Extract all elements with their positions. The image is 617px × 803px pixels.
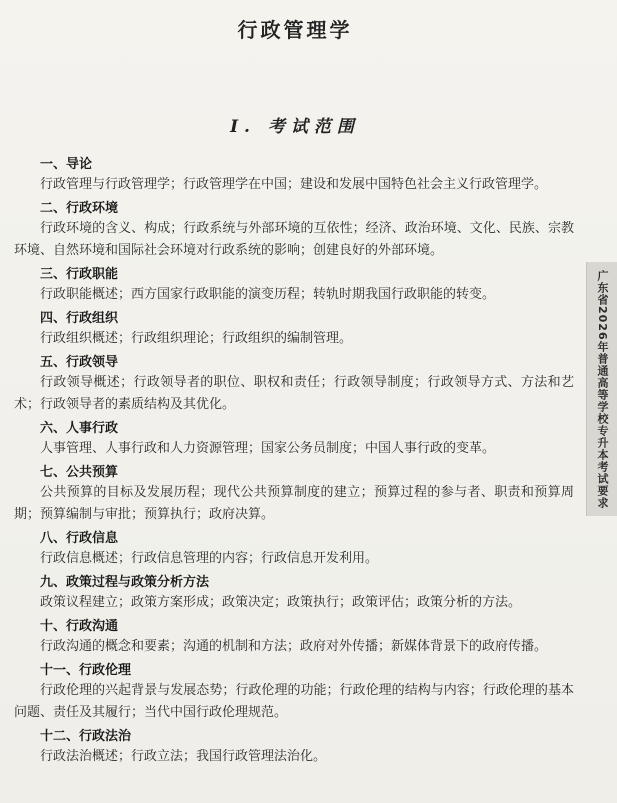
item-body: 公共预算的目标及发展历程；现代公共预算制度的建立；预算过程的参与者、职责和预算周期；预算编制与审批；预算执行；政府决算。: [14, 485, 574, 522]
item-title: 三、行政职能: [40, 267, 119, 282]
item-title: 十、行政沟通: [40, 619, 119, 634]
item-title: 十一、行政伦理: [40, 663, 132, 678]
item-title: 九、政策过程与政策分析方法: [40, 575, 210, 590]
item-body: 人事管理、人事行政和人力资源管理；国家公务员制度；中国人事行政的变革。: [40, 441, 496, 456]
list-item: [14, 155, 574, 196]
list-item: [14, 199, 574, 262]
item-body: 行政伦理的兴起背景与发展态势；行政伦理的功能；行政伦理的结构与内容；行政伦理的基本问题、责任及其履行；当代中国行政伦理规范。: [14, 683, 574, 720]
document-title: 行政管理学: [237, 18, 353, 42]
item-body: 行政管理与行政管理学；行政管理学在中国；建设和发展中国特色社会主义行政管理学。: [40, 177, 548, 192]
list-item: [14, 309, 574, 350]
item-body: 行政职能概述；西方国家行政职能的演变历程；转轨时期我国行政职能的转变。: [40, 287, 496, 302]
item-title: 二、行政环境: [40, 201, 119, 216]
item-title: 六、人事行政: [40, 421, 119, 436]
list-item: [14, 353, 574, 416]
item-title: 八、行政信息: [40, 531, 119, 546]
item-body: 行政领导概述；行政领导者的职位、职权和责任；行政领导制度；行政领导方式、方法和艺术；行政领导者的素质结构及其优化。: [14, 375, 574, 412]
list-item: [14, 529, 574, 570]
side-tab: [586, 262, 617, 516]
list-item: [14, 617, 574, 658]
item-title: 一、导论: [40, 157, 93, 172]
side-tab-label: 广东省2026年普通高等学校专升本考试要求: [596, 269, 609, 509]
list-item: [14, 661, 574, 724]
section-heading: I. 考试范围: [230, 117, 360, 137]
item-title: 七、公共预算: [40, 465, 119, 480]
item-body: 行政法治概述；行政立法；我国行政管理法治化。: [40, 749, 327, 764]
item-title: 四、行政组织: [40, 311, 119, 326]
list-item: [14, 463, 574, 526]
item-body: 行政信息概述；行政信息管理的内容；行政信息开发利用。: [40, 551, 379, 566]
item-body: 行政沟通的概念和要素；沟通的机制和方法；政府对外传播；新媒体背景下的政府传播。: [40, 639, 548, 654]
item-title: 五、行政领导: [40, 355, 119, 370]
list-item: [14, 419, 574, 460]
item-body: 行政环境的含义、构成；行政系统与外部环境的互依性；经济、政治环境、文化、民族、宗教环境、自然环境和国际社会环境对行政系统的影响；创建良好的外部环境。: [14, 221, 574, 258]
item-title: 十二、行政法治: [40, 729, 132, 744]
list-item: [14, 265, 574, 306]
list-item: [14, 727, 574, 768]
item-body: 政策议程建立；政策方案形成；政策决定；政策执行；政策评估；政策分析的方法。: [40, 595, 522, 610]
exam-scope-list: [14, 152, 574, 768]
list-item: [14, 573, 574, 614]
item-body: 行政组织概述；行政组织理论；行政组织的编制管理。: [40, 331, 353, 346]
